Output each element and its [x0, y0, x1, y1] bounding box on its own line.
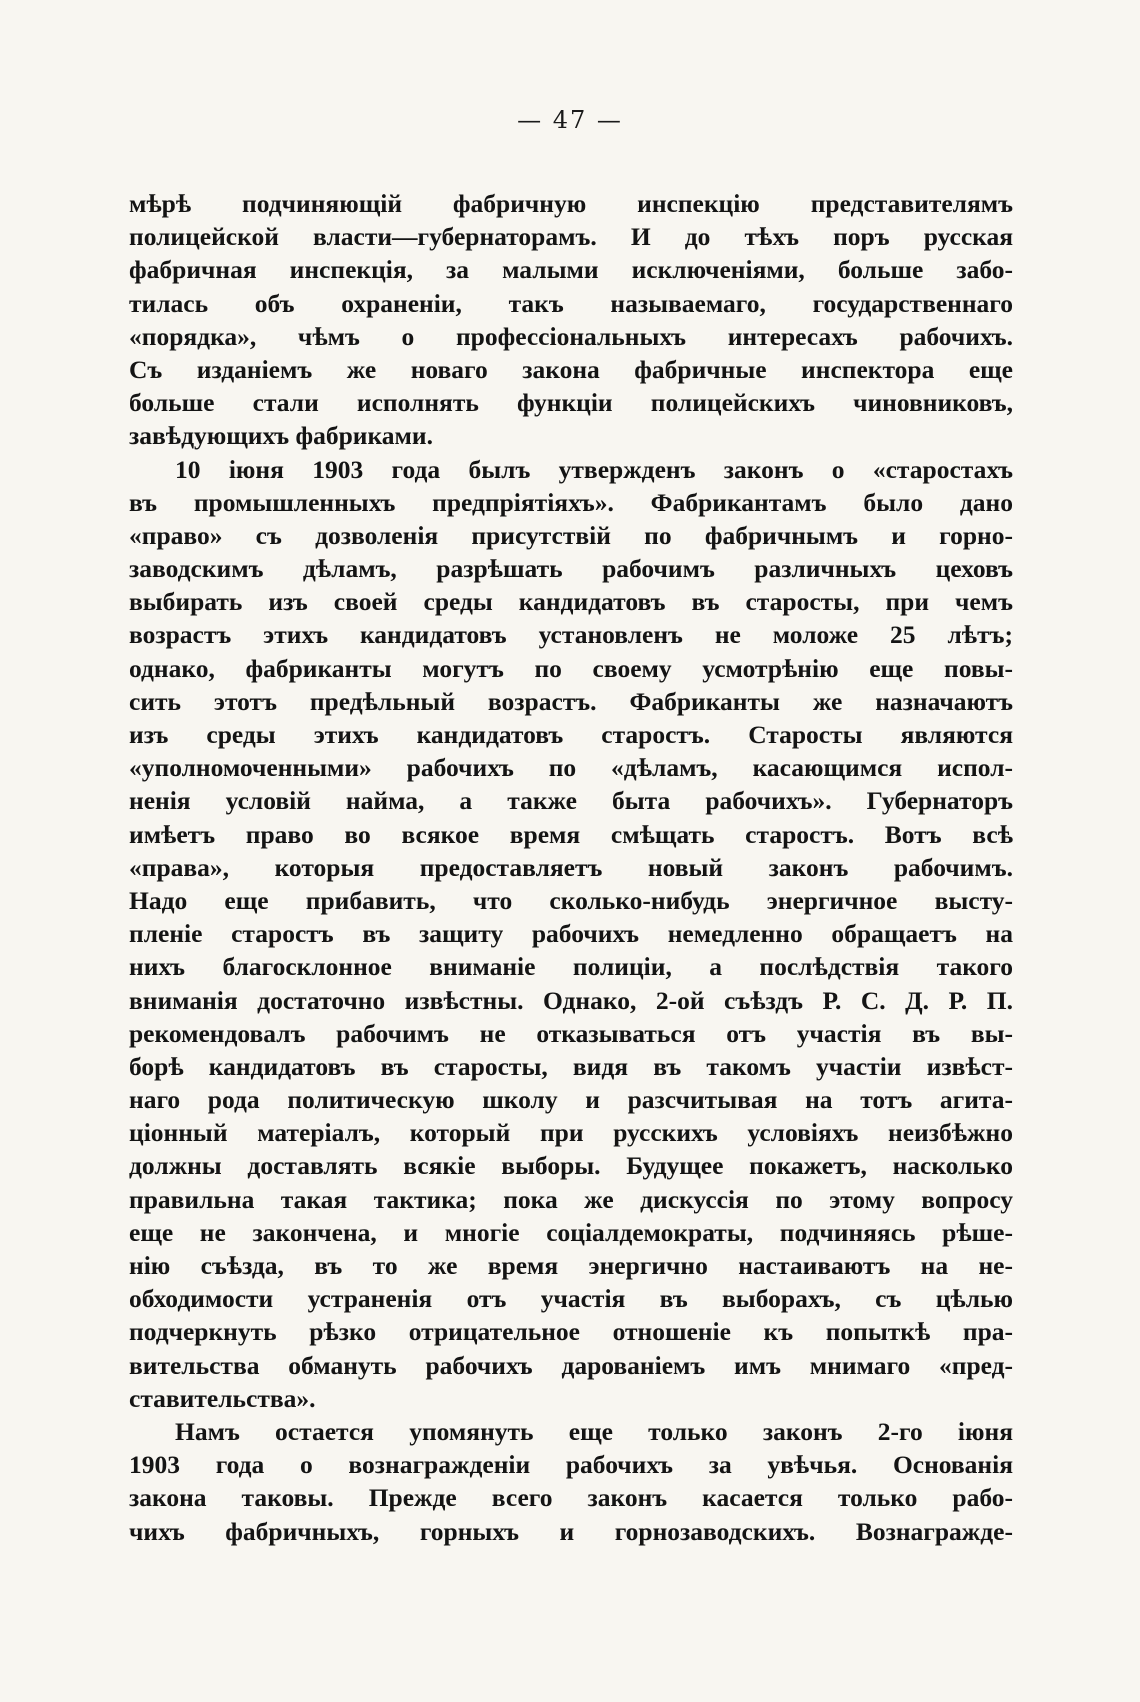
paragraph-2	[129, 453, 1013, 1415]
text-line: нихъ благосклонное вниманіе полиціи, а послѣдствія такого	[129, 952, 1013, 982]
paragraph-1	[129, 187, 1013, 453]
text-line: выбирать изъ своей среды кандидатовъ въ старосты, при чемъ	[129, 587, 1013, 617]
text-line: ставительства».	[129, 1383, 316, 1413]
text-line: «порядка», чѣмъ о профессіональныхъ интересахъ рабочихъ.	[129, 321, 1013, 351]
text-line: возрастъ этихъ кандидатовъ установленъ не моложе 25 лѣтъ;	[129, 620, 1013, 650]
text-line: ціонный матеріалъ, который при русскихъ условіяхъ неизбѣжно	[129, 1118, 1013, 1148]
text-line: однако, фабриканты могутъ по своему усмотрѣнію еще повы-	[129, 653, 1013, 683]
paragraph-3	[129, 1415, 1013, 1548]
text-line: ненія условій найма, а также быта рабочихъ». Губернаторъ	[129, 786, 1013, 816]
text-line: Намъ остается упомянуть еще только законъ 2-го іюня	[175, 1416, 1013, 1446]
page-number: — 47 —	[517, 106, 623, 134]
text-line: рекомендовалъ рабочимъ не отказываться отъ участія въ вы-	[129, 1018, 1013, 1048]
body-text	[129, 187, 1013, 1548]
text-line: заводскимъ дѣламъ, разрѣшать рабочимъ различныхъ цеховъ	[129, 554, 1013, 584]
text-line: Съ изданіемъ же новаго закона фабричные инспектора еще	[129, 354, 1013, 384]
text-line: вительства обмануть рабочихъ дарованіемъ имъ мнимаго «пред-	[129, 1350, 1013, 1380]
text-line: 1903 года о вознагражденіи рабочихъ за увѣчья. Основанія	[129, 1450, 1013, 1480]
text-line: закона таковы. Прежде всего законъ касается только рабо-	[129, 1483, 1013, 1513]
text-line: изъ среды этихъ кандидатовъ старостъ. Старосты являются	[129, 720, 1013, 749]
text-line: правильна такая тактика; пока же дискуссія по этому вопросу	[129, 1184, 1013, 1214]
text-line: вниманія достаточно извѣстны. Однако, 2-ой съѣздъ Р. С. Д. Р. П.	[129, 985, 1013, 1015]
text-line: пленіе старостъ въ защиту рабочихъ немедленно обращаетъ на	[129, 919, 1013, 949]
text-line: борѣ кандидатовъ въ старосты, видя въ такомъ участіи извѣст-	[129, 1051, 1013, 1081]
text-line: «права», которыя предоставляетъ новый законъ рабочимъ.	[129, 852, 1013, 882]
text-line: Надо еще прибавить, что сколько-нибудь энергичное высту-	[129, 885, 1013, 915]
text-line: сить этотъ предѣльный возрастъ. Фабриканты же назначаютъ	[129, 686, 1013, 716]
text-line: завѣдующихъ фабриками.	[129, 421, 433, 451]
text-line: мѣрѣ подчиняющій фабричную инспекцію представителямъ	[129, 189, 1013, 218]
text-line: 10 іюня 1903 года былъ утвержденъ законъ о «старостахъ	[175, 454, 1013, 484]
text-line: больше стали исполнять функціи полицейскихъ чиновниковъ,	[129, 388, 1013, 418]
text-line: наго рода политическую школу и разсчитывая на тотъ агита-	[129, 1085, 1013, 1115]
text-line: «уполномоченными» рабочихъ по «дѣламъ, касающимся испол-	[129, 753, 1013, 783]
text-line: обходимости устраненія отъ участія въ выборахъ, съ цѣлью	[129, 1284, 1013, 1314]
text-line: еще не закончена, и многіе соціалдемократы, подчиняясь рѣше-	[129, 1217, 1013, 1247]
text-line: чихъ фабричныхъ, горныхъ и горнозаводскихъ. Вознагражде-	[129, 1516, 1013, 1546]
text-line: «право» съ дозволенія присутствій по фабричнымъ и горно-	[129, 520, 1013, 550]
text-line: подчеркнуть рѣзко отрицательное отношеніе къ попыткѣ пра-	[129, 1317, 1013, 1347]
text-line: нію съѣзда, въ то же время энергично настаиваютъ на не-	[129, 1251, 1013, 1280]
text-line: въ промышленныхъ предпріятіяхъ». Фабрикантамъ было дано	[129, 487, 1013, 517]
text-line: имѣетъ право во всякое время смѣщать старостъ. Вотъ всѣ	[129, 819, 1013, 849]
text-line: полицейской власти—губернаторамъ. И до тѣхъ поръ русская	[129, 222, 1013, 252]
text-line: фабричная инспекція, за малыми исключеніями, больше забо-	[129, 255, 1013, 285]
text-line: должны доставлять всякіе выборы. Будущее покажетъ, насколько	[129, 1151, 1013, 1181]
text-line: тилась объ охраненіи, такъ называемаго, государственнаго	[129, 288, 1013, 318]
